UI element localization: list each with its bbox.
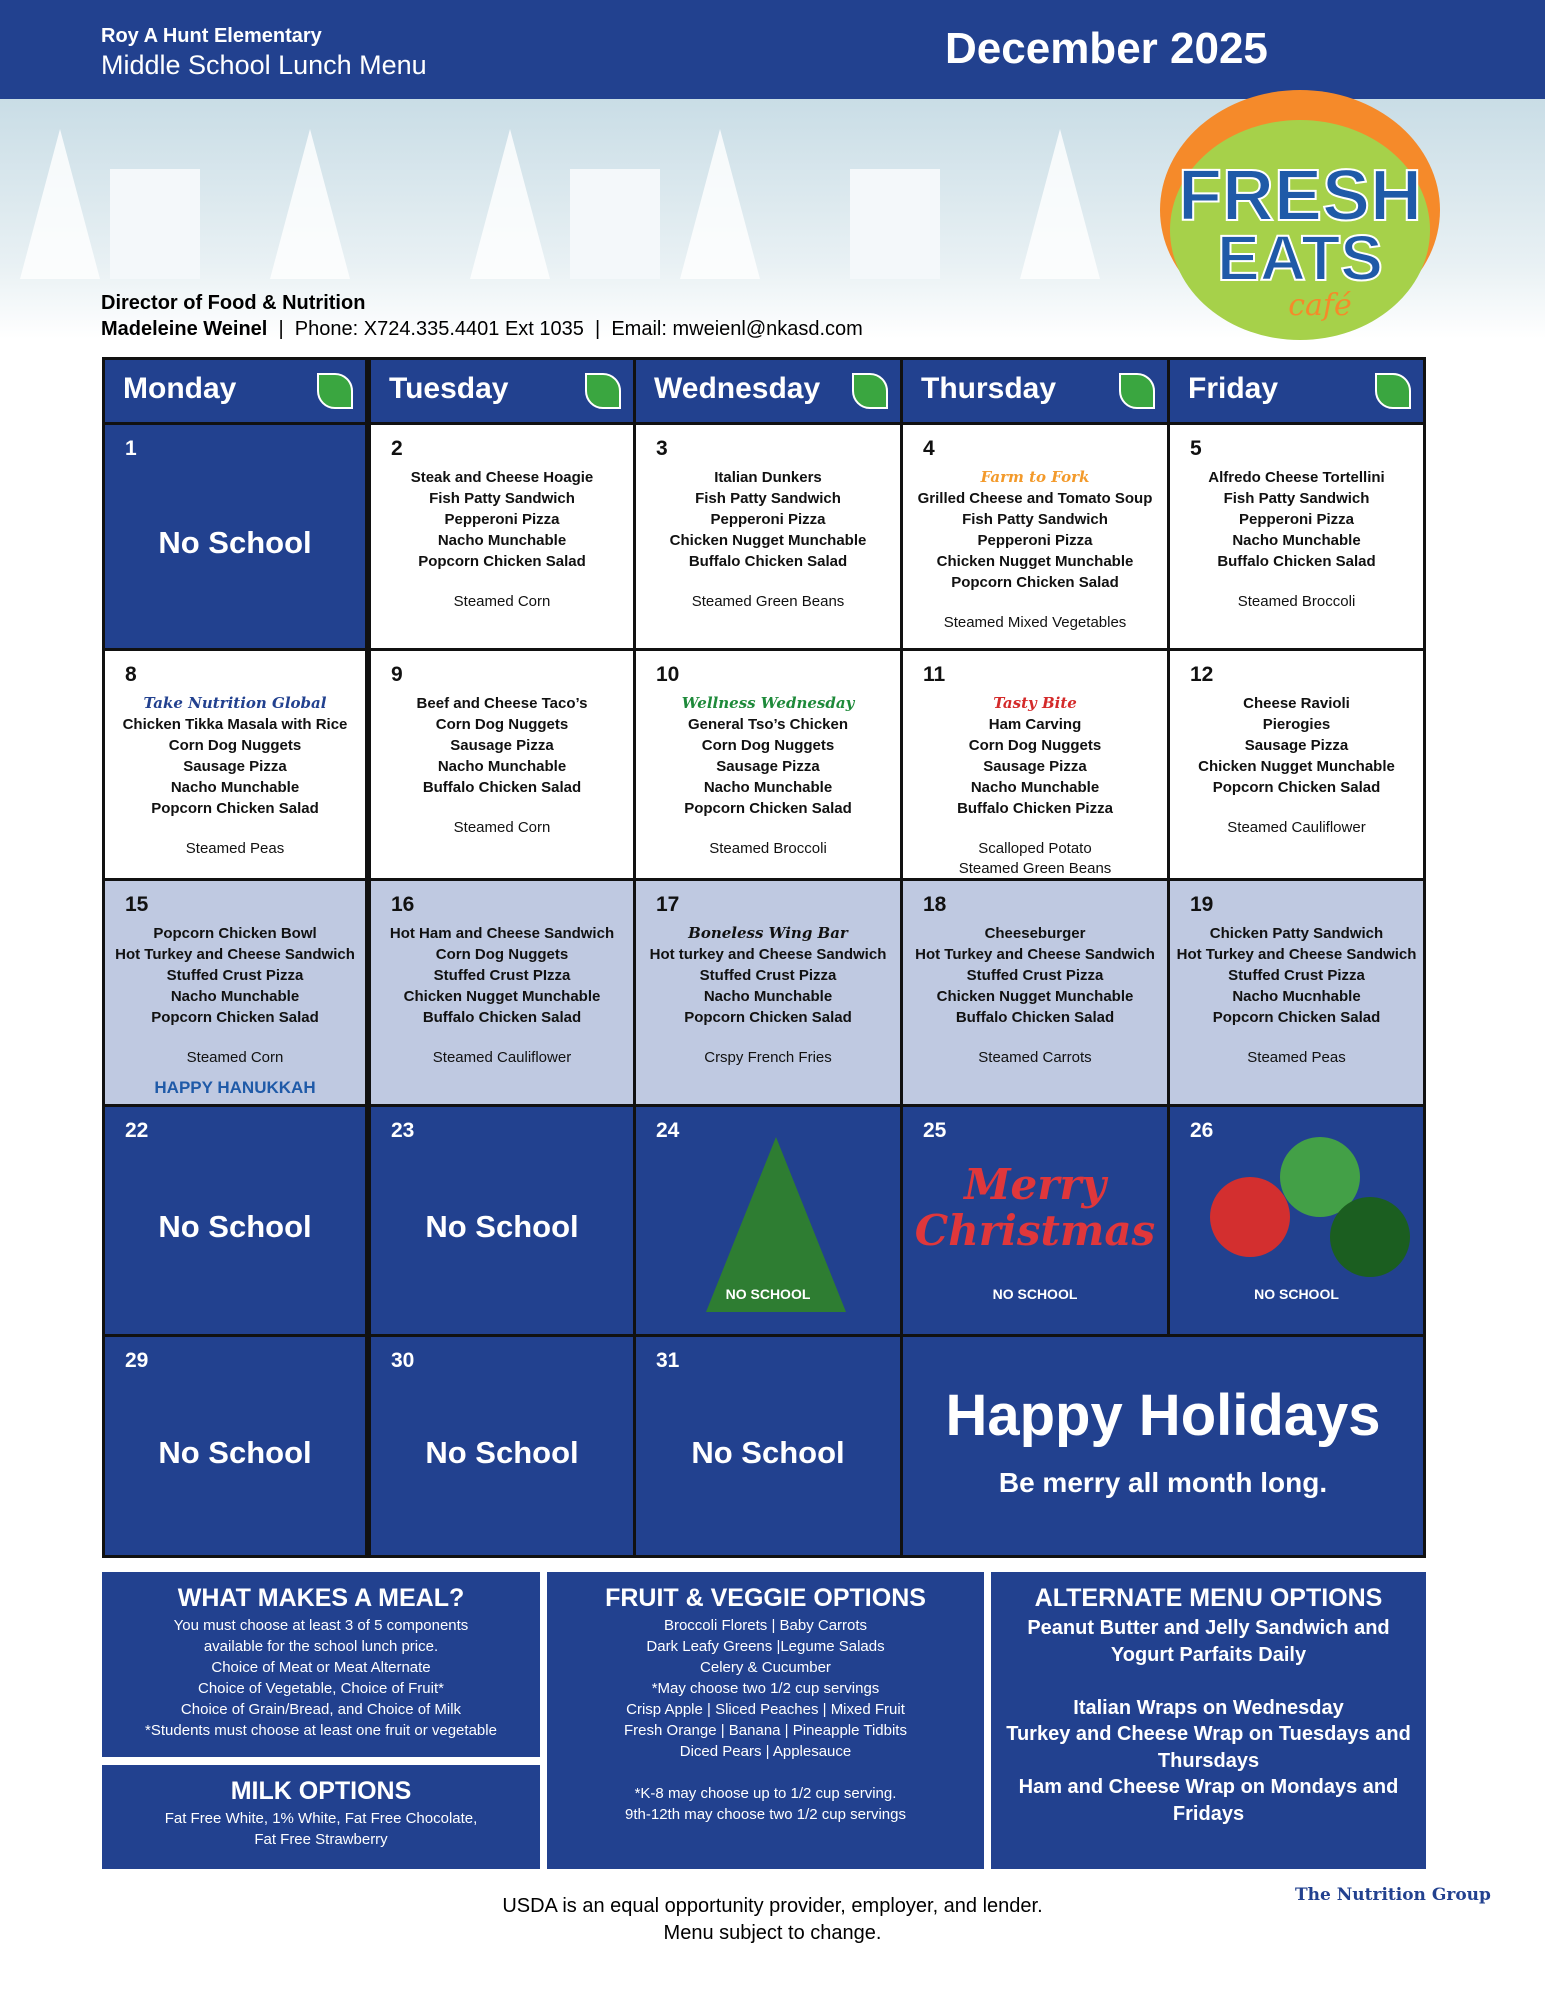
nutrition-group-logo: The Nutrition Group: [1295, 1885, 1491, 1905]
menu-disclaimer: Menu subject to change.: [663, 1922, 882, 1944]
entree-item: Hot Turkey and Cheese Sandwich: [915, 946, 1155, 963]
menu-items: [636, 693, 900, 859]
svg-text:EATS: EATS: [1217, 222, 1383, 294]
entree-item: Ham Carving: [988, 716, 1082, 733]
side-items: [903, 1048, 1167, 1068]
menu-items: [371, 923, 633, 1068]
day-number: 5: [1190, 437, 1202, 460]
no-school-label: No School: [158, 1209, 312, 1245]
day-cell: [903, 425, 1167, 648]
side-items: [903, 839, 1167, 879]
menu-items: [903, 467, 1167, 633]
side-items: [1170, 592, 1423, 612]
meal-line: You must choose at least 3 of 5 components: [173, 1617, 469, 1634]
entree-item: Chicken Nugget Munchable: [403, 988, 601, 1005]
happy-hanukkah-art: HAPPY HANUKKAH: [154, 1078, 316, 1097]
leaf-icon: [585, 373, 621, 409]
day-number: 15: [125, 893, 149, 916]
day-number: 22: [125, 1119, 149, 1142]
entree-item: Stuffed Crust PIzza: [433, 967, 571, 984]
menu-items: [105, 923, 365, 1068]
day-number: 17: [656, 893, 680, 916]
side-items: [636, 1048, 900, 1068]
entree-item: Cheeseburger: [984, 925, 1086, 942]
entree-item: Popcorn Chicken Salad: [684, 1009, 852, 1026]
day-number: 24: [656, 1119, 680, 1142]
side-items: [1170, 818, 1423, 838]
side-item: Steamed Green Beans: [691, 593, 845, 610]
side-item: Steamed Broccoli: [1237, 593, 1356, 610]
entree-item: Chicken Nugget Munchable: [669, 532, 867, 549]
entree-item: Nacho Munchable: [703, 988, 833, 1005]
no-school-label: No School: [691, 1435, 845, 1471]
happy-holidays-subtitle: Be merry all month long.: [998, 1467, 1328, 1498]
menu-items: [1170, 467, 1423, 612]
fruit-line: 9th-12th may choose two 1/2 cup servings: [625, 1806, 906, 1823]
side-items: [636, 592, 900, 612]
entree-item: Alfredo Cheese Tortellini: [1208, 469, 1385, 486]
day-cell: [636, 1107, 900, 1334]
leaf-icon: [317, 373, 353, 409]
day-header-monday: [105, 360, 365, 422]
menu-theme: Wellness Wednesday: [681, 694, 855, 712]
day-number: 25: [923, 1119, 947, 1142]
side-item: Steamed Carrots: [978, 1049, 1092, 1066]
day-number: 30: [391, 1349, 415, 1372]
day-number: 1: [125, 437, 137, 460]
day-header-thursday: [903, 360, 1167, 422]
fruit-veggie-options-box: [547, 1572, 984, 1869]
entree-item: Hot Turkey and Cheese Sandwich: [115, 946, 355, 963]
day-number: 19: [1190, 893, 1214, 916]
fruit-line: *K-8 may choose up to 1/2 cup serving.: [634, 1785, 897, 1802]
meal-line: available for the school lunch price.: [203, 1638, 439, 1655]
entree-item: Stuffed Crust Pizza: [699, 967, 837, 984]
alternate-menu-options-box: [991, 1572, 1426, 1869]
entree-item: Corn Dog Nuggets: [168, 737, 302, 754]
alt-line: Fridays: [1172, 1802, 1245, 1825]
entree-item: Chicken Patty Sandwich: [1209, 925, 1384, 942]
menu-items: [1170, 693, 1423, 838]
alt-line: Peanut Butter and Jelly Sandwich and: [1027, 1617, 1390, 1639]
no-school-label: No School: [158, 1435, 312, 1471]
side-item: Steamed Corn: [186, 1049, 284, 1066]
director-phone: Phone: X724.335.4401 Ext 1035: [294, 318, 584, 340]
entree-item: Hot turkey and Cheese Sandwich: [649, 946, 887, 963]
menu-items: [371, 467, 633, 612]
entree-item: Popcorn Chicken Salad: [151, 1009, 319, 1026]
side-items: [371, 818, 633, 838]
entree-item: Fish Patty Sandwich: [962, 511, 1108, 528]
side-item: Steamed Broccoli: [709, 840, 827, 857]
side-item: Steamed Green Beans: [958, 860, 1112, 877]
side-item: Steamed Cauliflower: [432, 1049, 572, 1066]
day-cell: [903, 1107, 1167, 1334]
side-items: [903, 613, 1167, 633]
leaf-icon: [852, 373, 888, 409]
day-cell: [636, 425, 900, 648]
menu-items: [371, 693, 633, 838]
day-header-friday: [1170, 360, 1423, 422]
entree-item: Chicken Nugget Munchable: [1198, 758, 1395, 775]
entree-item: Sausage Pizza: [983, 758, 1087, 775]
entree-item: Sausage Pizza: [183, 758, 287, 775]
entree-item: Buffalo Chicken Salad: [422, 779, 582, 796]
entree-item: Fish Patty Sandwich: [695, 490, 841, 507]
entree-item: Hot Ham and Cheese Sandwich: [389, 925, 615, 942]
milk-title: MILK OPTIONS: [230, 1777, 412, 1805]
entree-item: Nacho Mucnhable: [1232, 988, 1361, 1005]
entree-item: Nacho Munchable: [1232, 532, 1361, 549]
day-number: 16: [391, 893, 415, 916]
entree-item: Buffalo Chicken Salad: [955, 1009, 1115, 1026]
menu-theme: Boneless Wing Bar: [688, 924, 848, 942]
day-cell: [1170, 1107, 1423, 1334]
day-number: 9: [391, 663, 403, 686]
entree-item: Chicken Nugget Munchable: [936, 553, 1134, 570]
side-item: Scalloped Potato: [978, 840, 1092, 857]
no-school-label: No School: [425, 1209, 579, 1245]
entree-item: Fish Patty Sandwich: [429, 490, 575, 507]
entree-item: Popcorn Chicken Salad: [684, 800, 852, 817]
entree-item: Stuffed Crust Pizza: [1228, 967, 1365, 984]
side-items: [1170, 1048, 1423, 1068]
side-items: [371, 1048, 633, 1068]
day-cell: [903, 1337, 1423, 1555]
entree-item: Nacho Munchable: [437, 532, 567, 549]
no-school-label: NO SCHOOL: [1254, 1286, 1339, 1302]
day-number: 8: [125, 663, 137, 686]
director-contact: Madeleine Weinel | Phone: X724.335.4401 Ext 1035 | Email: mweienl@nkasd.com: [101, 318, 863, 340]
day-cell: [371, 651, 633, 878]
entree-item: Corn Dog Nuggets: [701, 737, 835, 754]
director-name: Madeleine Weinel: [101, 318, 268, 340]
entree-item: Corn Dog Nuggets: [968, 737, 1102, 754]
menu-items: [636, 467, 900, 612]
fruit-title: FRUIT & VEGGIE OPTIONS: [605, 1584, 926, 1612]
menu-items: [1170, 923, 1423, 1068]
day-number: 4: [923, 437, 935, 460]
merry-christmas-art: Merry Christmas: [914, 1160, 1156, 1255]
side-item: Steamed Mixed Vegetables: [943, 614, 1127, 631]
entree-item: Stuffed Crust Pizza: [166, 967, 304, 984]
milk-line: Fat Free White, 1% White, Fat Free Chocolate,: [164, 1810, 478, 1827]
day-number: 18: [923, 893, 947, 916]
fruit-line: Dark Leafy Greens |Legume Salads: [646, 1638, 885, 1655]
no-school-label: NO SCHOOL: [725, 1286, 811, 1302]
day-cell: [105, 881, 365, 1104]
entree-item: Buffalo Chicken Pizza: [957, 800, 1113, 817]
fruit-line: Celery & Cucumber: [700, 1659, 831, 1676]
entree-item: Nacho Munchable: [170, 779, 300, 796]
day-name: Tuesday: [389, 372, 509, 405]
entree-item: Nacho Munchable: [437, 758, 567, 775]
entree-item: Sausage Pizza: [1244, 737, 1349, 754]
day-cell: [903, 881, 1167, 1104]
alt-line: Ham and Cheese Wrap on Mondays and: [1018, 1776, 1399, 1798]
entree-item: Pepperoni Pizza: [1238, 511, 1355, 528]
day-number: 26: [1190, 1119, 1214, 1142]
fruit-line: Crisp Apple | Sliced Peaches | Mixed Fruit: [626, 1701, 905, 1718]
entree-item: Buffalo Chicken Salad: [688, 553, 848, 570]
meal-line: Choice of Vegetable, Choice of Fruit*: [198, 1680, 444, 1697]
milk-line: Fat Free Strawberry: [254, 1831, 388, 1848]
day-number: 29: [125, 1349, 149, 1372]
leaf-icon: [1119, 373, 1155, 409]
fresh-eats-cafe-logo: [1150, 70, 1450, 370]
day-header-tuesday: [371, 360, 633, 422]
side-item: Crspy French Fries: [704, 1049, 832, 1066]
side-item: Steamed Peas: [1247, 1049, 1346, 1066]
day-cell: [1170, 425, 1423, 648]
no-school-label: No School: [158, 525, 312, 561]
fruit-line: Diced Pears | Applesauce: [679, 1743, 852, 1760]
entree-item: Buffalo Chicken Salad: [422, 1009, 582, 1026]
day-cell: [105, 1107, 365, 1334]
fruit-line: [547, 1762, 984, 1783]
entree-item: Pierogies: [1262, 716, 1331, 733]
svg-text:café: café: [1288, 288, 1352, 323]
day-number: 3: [656, 437, 668, 460]
menu-items: [903, 693, 1167, 879]
menu-theme: Tasty Bite: [993, 694, 1077, 712]
ornament-icon: [1210, 1177, 1290, 1257]
day-number: 31: [656, 1349, 680, 1372]
ornament-icon: [1330, 1197, 1410, 1277]
day-name: Thursday: [921, 372, 1057, 405]
entree-item: Steak and Cheese Hoagie: [410, 469, 594, 486]
entree-item: Chicken Nugget Munchable: [936, 988, 1134, 1005]
entree-item: Popcorn Chicken Salad: [1212, 1009, 1381, 1026]
no-school-label: NO SCHOOL: [992, 1286, 1078, 1302]
day-cell: [636, 1337, 900, 1555]
entree-item: General Tso’s Chicken: [687, 716, 849, 733]
svg-text:FRESH: FRESH: [1177, 156, 1423, 236]
day-cell: [371, 1337, 633, 1555]
meal-title: WHAT MAKES A MEAL?: [177, 1584, 465, 1612]
entree-item: Corn Dog Nuggets: [435, 716, 569, 733]
day-cell: [105, 651, 365, 878]
alt-line: Yogurt Parfaits Daily: [1110, 1643, 1307, 1666]
entree-item: Nacho Munchable: [970, 779, 1100, 796]
meal-line: *Students must choose at least one fruit or vegetable: [145, 1722, 497, 1739]
happy-holidays-title: Happy Holidays: [945, 1383, 1381, 1448]
entree-item: Fish Patty Sandwich: [1223, 490, 1370, 507]
fruit-line: *May choose two 1/2 cup servings: [651, 1680, 880, 1697]
side-items: [371, 592, 633, 612]
side-item: Steamed Corn: [453, 819, 551, 836]
alt-line: Turkey and Cheese Wrap on Tuesdays and: [1006, 1723, 1411, 1745]
usda-statement: USDA is an equal opportunity provider, employer, and lender.: [502, 1895, 1043, 1917]
alt-line: Italian Wraps on Wednesday: [1073, 1696, 1344, 1719]
menu-theme: Take Nutrition Global: [143, 694, 327, 712]
day-cell: [1170, 881, 1423, 1104]
alt-line: [991, 1668, 1426, 1695]
entree-item: Popcorn Chicken Bowl: [153, 925, 317, 942]
entree-item: Hot Turkey and Cheese Sandwich: [1176, 946, 1417, 963]
meal-line: Choice of Meat or Meat Alternate: [211, 1659, 431, 1676]
entree-item: Beef and Cheese Taco’s: [416, 695, 588, 712]
menu-subtitle: Middle School Lunch Menu: [101, 50, 427, 80]
day-cell: [105, 1337, 365, 1555]
side-item: Steamed Cauliflower: [1227, 819, 1366, 836]
school-name: Roy A Hunt Elementary: [101, 25, 322, 47]
leaf-icon: [1375, 373, 1411, 409]
what-makes-a-meal-box: [102, 1572, 540, 1757]
menu-theme: Farm to Fork: [980, 468, 1090, 486]
day-number: 2: [391, 437, 403, 460]
menu-calendar: [102, 357, 1426, 1558]
entree-item: Chicken Tikka Masala with Rice: [122, 716, 348, 733]
entree-item: Nacho Munchable: [703, 779, 833, 796]
entree-item: Corn Dog Nuggets: [435, 946, 569, 963]
menu-items: [903, 923, 1167, 1068]
day-cell: [105, 425, 365, 648]
entree-item: Popcorn Chicken Salad: [151, 800, 319, 817]
entree-item: Pepperoni Pizza: [710, 511, 826, 528]
side-items: [105, 839, 365, 859]
meal-line: Choice of Grain/Bread, and Choice of Milk: [180, 1701, 462, 1718]
day-number: 11: [923, 663, 946, 686]
no-school-label: No School: [425, 1435, 579, 1471]
day-cell: [1170, 651, 1423, 878]
director-email[interactable]: Email: mweienl@nkasd.com: [611, 318, 863, 340]
menu-items: [636, 923, 900, 1068]
day-name: Monday: [123, 372, 237, 405]
entree-item: Pepperoni Pizza: [977, 532, 1093, 549]
day-number: 10: [656, 663, 680, 686]
day-cell: [636, 881, 900, 1104]
alt-line: Thursdays: [1157, 1749, 1260, 1772]
side-items: [636, 839, 900, 859]
day-number: 12: [1190, 663, 1214, 686]
entree-item: Sausage Pizza: [716, 758, 820, 775]
menu-items: [105, 693, 365, 859]
entree-item: Cheese Ravioli: [1243, 695, 1350, 712]
day-number: 23: [391, 1119, 415, 1142]
entree-item: Pepperoni Pizza: [444, 511, 560, 528]
entree-item: Sausage Pizza: [450, 737, 554, 754]
entree-item: Popcorn Chicken Salad: [951, 574, 1119, 591]
director-title: Director of Food & Nutrition: [101, 292, 366, 314]
side-item: Steamed Corn: [453, 593, 551, 610]
day-cell: [636, 651, 900, 878]
side-item: Steamed Peas: [185, 840, 285, 857]
day-cell: [371, 425, 633, 648]
entree-item: Grilled Cheese and Tomato Soup: [917, 490, 1153, 507]
fruit-line: Broccoli Florets | Baby Carrots: [663, 1617, 868, 1634]
entree-item: Popcorn Chicken Salad: [418, 553, 586, 570]
milk-options-box: [102, 1765, 540, 1869]
entree-item: Italian Dunkers: [714, 469, 822, 486]
day-header-wednesday: [636, 360, 900, 422]
day-name: Friday: [1188, 372, 1279, 405]
entree-item: Stuffed Crust Pizza: [966, 967, 1104, 984]
side-items: [105, 1048, 365, 1068]
day-cell: [371, 1107, 633, 1334]
month-title: December 2025: [945, 24, 1268, 73]
entree-item: Nacho Munchable: [170, 988, 300, 1005]
day-cell: [371, 881, 633, 1104]
fruit-line: Fresh Orange | Banana | Pineapple Tidbits: [624, 1722, 907, 1739]
alt-title: ALTERNATE MENU OPTIONS: [1034, 1584, 1383, 1612]
day-name: Wednesday: [654, 372, 821, 405]
day-cell: [903, 651, 1167, 878]
entree-item: Buffalo Chicken Salad: [1217, 553, 1376, 570]
entree-item: Popcorn Chicken Salad: [1212, 779, 1381, 796]
